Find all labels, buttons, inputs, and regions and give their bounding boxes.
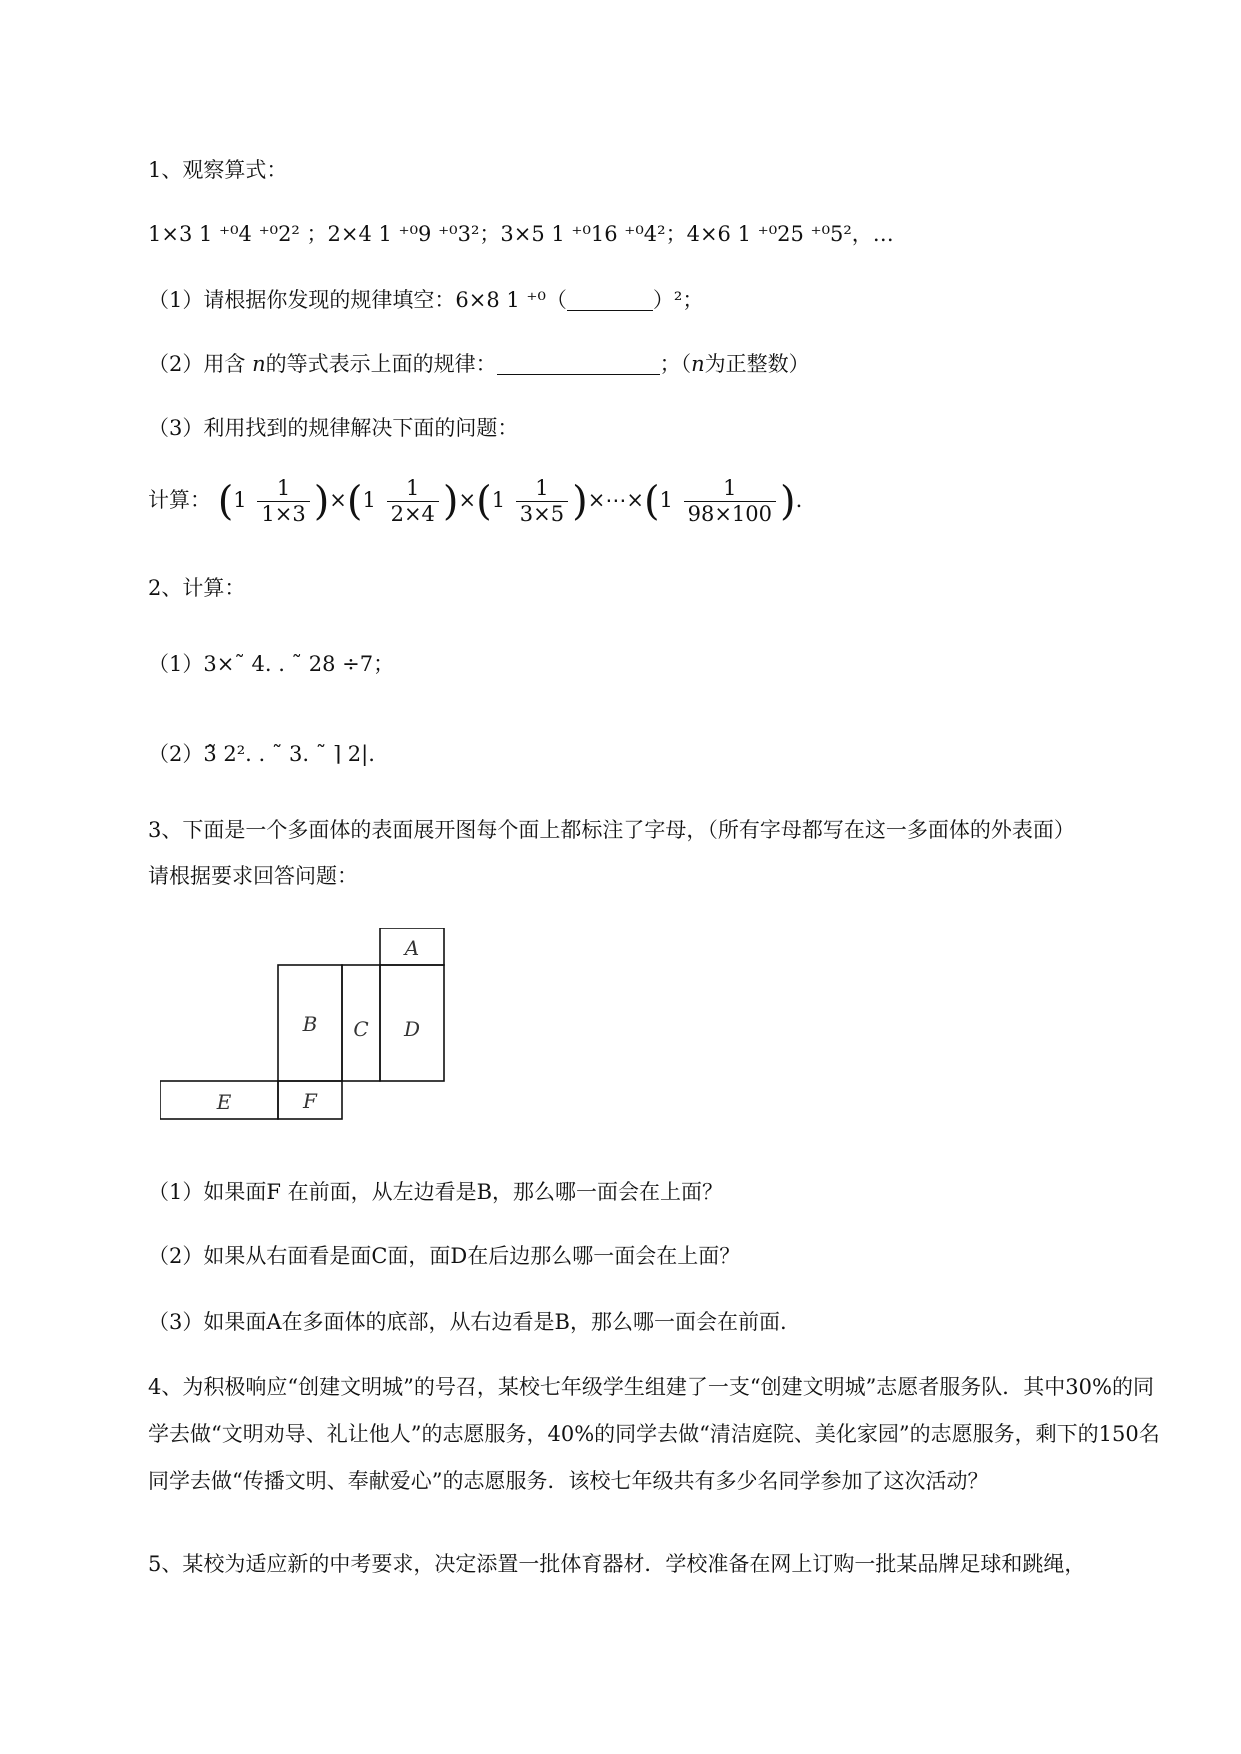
q4-text: 4、为积极响应“创建文明城”的号召，某校七年级学生组建了一支“创建文明城”志愿者服务队．其中30%的同学去做“文明劝导、礼让他人”的志愿服务，40%的同学去做“清洁庭院、美化家园”的志愿服务，剩下的150名同学去做“传播文明、奉献爱心”的志愿服务．该校七年级共有多少名同学参加了这次活动？ bbox=[148, 1375, 1160, 1493]
q1-part2-var2: n bbox=[691, 352, 705, 376]
q1-fraction bbox=[257, 476, 309, 527]
q1-part1 bbox=[148, 288, 703, 313]
fraction-numerator: 1 bbox=[684, 476, 776, 502]
q1-calc-label: 计算： bbox=[148, 488, 211, 513]
q2-part1: （1）3×˜ 4. . ˜ 28 ÷7； bbox=[148, 652, 395, 676]
q3-title-line2: 请根据要求回答问题： bbox=[148, 864, 358, 888]
q1-fraction bbox=[516, 476, 568, 527]
q1-part2-blank bbox=[497, 352, 660, 375]
face-label-d: D bbox=[403, 1017, 421, 1041]
fraction-numerator: 1 bbox=[387, 476, 439, 502]
face-label-f: F bbox=[303, 1089, 317, 1113]
open-paren: ( bbox=[476, 478, 492, 525]
q2-part2: （2）3̃ 2². . ˜ 3. ˜ ⌉ 2|. bbox=[148, 742, 375, 766]
open-paren: ( bbox=[643, 478, 660, 525]
q1-part2-var: n bbox=[252, 352, 266, 376]
q3-part1: （1）如果面F 在前面，从左边看是B，那么哪一面会在上面？ bbox=[148, 1180, 724, 1204]
close-paren: ) bbox=[572, 478, 588, 525]
q1-equations: 1×3 1 ⁺⁰4 ⁺⁰2² ；2×4 1 ⁺⁰9 ⁺⁰3²；3×5 1 ⁺⁰16 ⁺⁰4²；4×6 1 ⁺⁰25 ⁺⁰5²，… bbox=[148, 222, 894, 246]
q1-part1-blank bbox=[567, 288, 653, 311]
q1-frac-lead: 1 bbox=[491, 488, 506, 513]
q1-fraction bbox=[684, 476, 776, 527]
q5-text: 5、某校为适应新的中考要求，决定添置一批体育器材．学校准备在网上订购一批某品牌足球和跳绳， bbox=[148, 1552, 1086, 1576]
fraction-denominator: 2×4 bbox=[390, 502, 435, 527]
q1-calculation bbox=[148, 476, 802, 527]
close-paren: ) bbox=[442, 478, 459, 525]
face-label-c: C bbox=[353, 1017, 369, 1041]
open-paren: ( bbox=[346, 478, 363, 525]
close-paren: ) bbox=[313, 478, 330, 525]
times-sign: × bbox=[329, 488, 347, 513]
q1-fraction bbox=[387, 476, 439, 527]
q1-part2-suffix-open: ；（ bbox=[659, 352, 692, 376]
q1-part2-prefix: （2）用含 bbox=[148, 352, 246, 376]
q3-part2: （2）如果从右面看是面C面，面D在后边那么哪一面会在上面？ bbox=[148, 1244, 741, 1268]
fraction-denominator: 1×3 bbox=[261, 502, 306, 527]
face-label-a: A bbox=[404, 936, 420, 960]
ellipsis-times: ×⋯× bbox=[587, 488, 644, 513]
q1-part2 bbox=[148, 352, 810, 377]
q3-title-line1: 3、下面是一个多面体的表面展开图每个面上都标注了字母，（所有字母都写在这一多面体的外表面） bbox=[148, 818, 1075, 842]
fraction-denominator: 3×5 bbox=[519, 502, 565, 527]
face-label-b: B bbox=[302, 1012, 318, 1036]
q1-part1-prefix: （1）请根据你发现的规律填空：6×8 1 ⁺⁰（ bbox=[148, 288, 567, 312]
times-sign: × bbox=[458, 488, 477, 513]
q1-part2-mid: 的等式表示上面的规律： bbox=[265, 352, 497, 376]
fraction-numerator: 1 bbox=[257, 476, 309, 502]
fraction-denominator: 98×100 bbox=[687, 502, 773, 527]
q1-part3: （3）利用找到的规律解决下面的问题： bbox=[148, 416, 519, 440]
fraction-numerator: 1 bbox=[516, 476, 568, 502]
polyhedron-net-diagram bbox=[160, 928, 460, 1128]
q1-frac-lead: 1 bbox=[659, 488, 673, 513]
face-label-e: E bbox=[216, 1090, 232, 1114]
q3-part3: （3）如果面A在多面体的底部，从右边看是B，那么哪一面会在前面. bbox=[148, 1310, 787, 1334]
q1-part1-suffix: ）²； bbox=[652, 288, 704, 312]
q2-title: 2、计算： bbox=[148, 576, 246, 600]
q1-frac-lead: 1 bbox=[362, 488, 376, 513]
close-paren: ) bbox=[780, 478, 796, 525]
open-paren: ( bbox=[217, 478, 234, 525]
period: . bbox=[795, 488, 803, 513]
q1-frac-lead: 1 bbox=[233, 488, 247, 513]
q1-title: 1、观察算式： bbox=[148, 158, 288, 182]
q1-part2-suffix-close: 为正整数） bbox=[704, 352, 810, 376]
